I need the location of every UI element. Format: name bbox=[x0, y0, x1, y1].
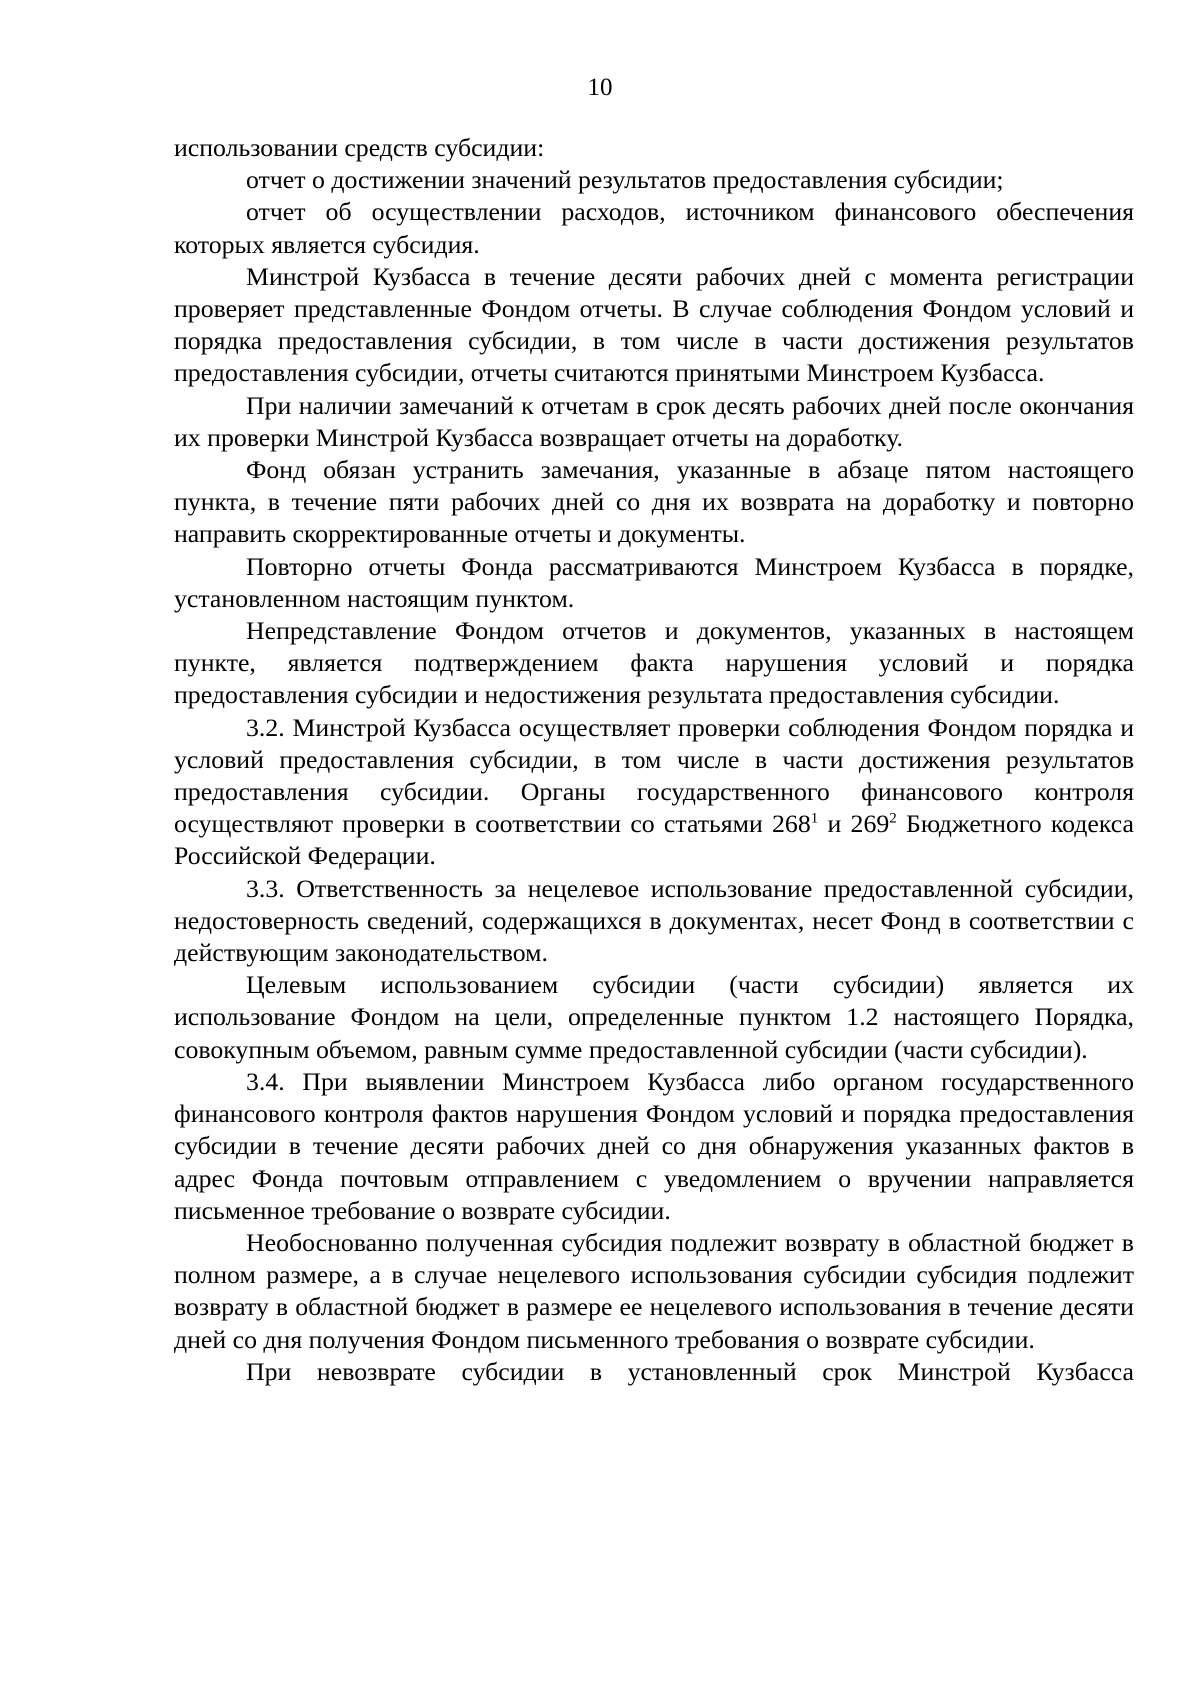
paragraph-5: При наличии замечаний к отчетам в срок десять рабочих дней после окончания их проверки Минстрой Кузбасса возвращает отчеты на доработку. bbox=[174, 390, 1134, 452]
page-number: 10 bbox=[587, 74, 613, 101]
paragraph-13: Необоснованно полученная субсидия подлежит возврату в областной бюджет в полном размере, а в случае нецелевого использования субсидии субсидия подлежит возврату в областной бюджет в размере ее нецелевого использования в течение десяти дней со дня получения Фондом письменного требования о возврате субсидии. bbox=[174, 1227, 1134, 1354]
paragraph-8: Непредставление Фондом отчетов и документов, указанных в настоящем пункте, является подтверждением факта нарушения условий и порядка предоставления субсидии и недостижения результата предоставления субсидии. bbox=[174, 616, 1134, 710]
paragraph-12: 3.4. При выявлении Минстроем Кузбасса либо органом государственного финансового контроля фактов нарушения Фондом условий и порядка предоставления субсидии в течение десяти рабочих дней со дня обнаружения указанных фактов в адрес Фонда почтовым отправлением с уведомлением о вручении направляется письменное требование о возврате субсидии. bbox=[174, 1066, 1134, 1225]
paragraph-7: Повторно отчеты Фонда рассматриваются Минстроем Кузбасса в порядке, установленном настоящим пунктом. bbox=[174, 551, 1134, 613]
paragraph-9-text-after: Бюджетного кодекса Российской Федерации. bbox=[174, 809, 1134, 871]
paragraph-11: Целевым использованием субсидии (части субсидии) является их использование Фондом на цели, определенные пунктом 1.2 настоящего Порядка, совокупным объемом, равным сумме предоставленной субсидии (части субсидии). bbox=[174, 970, 1134, 1064]
paragraph-9-text-before: 3.2. Минстрой Кузбасса осуществляет проверки соблюдения Фондом порядка и условий предоставления субсидии, в том числе в части достижения результатов предоставления субсидии. Органы государственного финансового контроля осуществляют проверки в соответствии со статьями 268 bbox=[174, 712, 1134, 839]
document-body bbox=[174, 132, 1134, 1388]
paragraph-4: Минстрой Кузбасса в течение десяти рабочих дней с момента регистрации проверяет представленные Фондом отчеты. В случае соблюдения Фондом условий и порядка предоставления субсидии, в том числе в части достижения результатов предоставления субсидии, отчеты считаются принятыми Минстроем Кузбасса. bbox=[174, 261, 1134, 388]
paragraph-3: отчет об осуществлении расходов, источником финансового обеспечения которых является субсидия. bbox=[174, 197, 1134, 259]
paragraph-9 bbox=[174, 712, 1134, 873]
paragraph-10: 3.3. Ответственность за нецелевое использование предоставленной субсидии, недостоверность сведений, содержащихся в документах, несет Фонд в соответствии с действующим законодательством. bbox=[174, 873, 1134, 968]
paragraph-14: При невозврате субсидии в установленный срок Минстрой Кузбасса bbox=[246, 1356, 1134, 1386]
paragraph-2: отчет о достижении значений результатов предоставления субсидии; bbox=[246, 165, 1004, 195]
paragraph-6: Фонд обязан устранить замечания, указанные в абзаце пятом настоящего пункта, в течение пяти рабочих дней со дня их возврата на доработку и повторно направить скорректированные отчеты и документы. bbox=[174, 455, 1134, 549]
footnote-marker-1: 1 bbox=[810, 810, 819, 827]
footnote-marker-2: 2 bbox=[889, 810, 897, 827]
paragraph-9-text-middle: и 269 bbox=[818, 809, 890, 839]
paragraph-1: использовании средств субсидии: bbox=[174, 133, 545, 162]
